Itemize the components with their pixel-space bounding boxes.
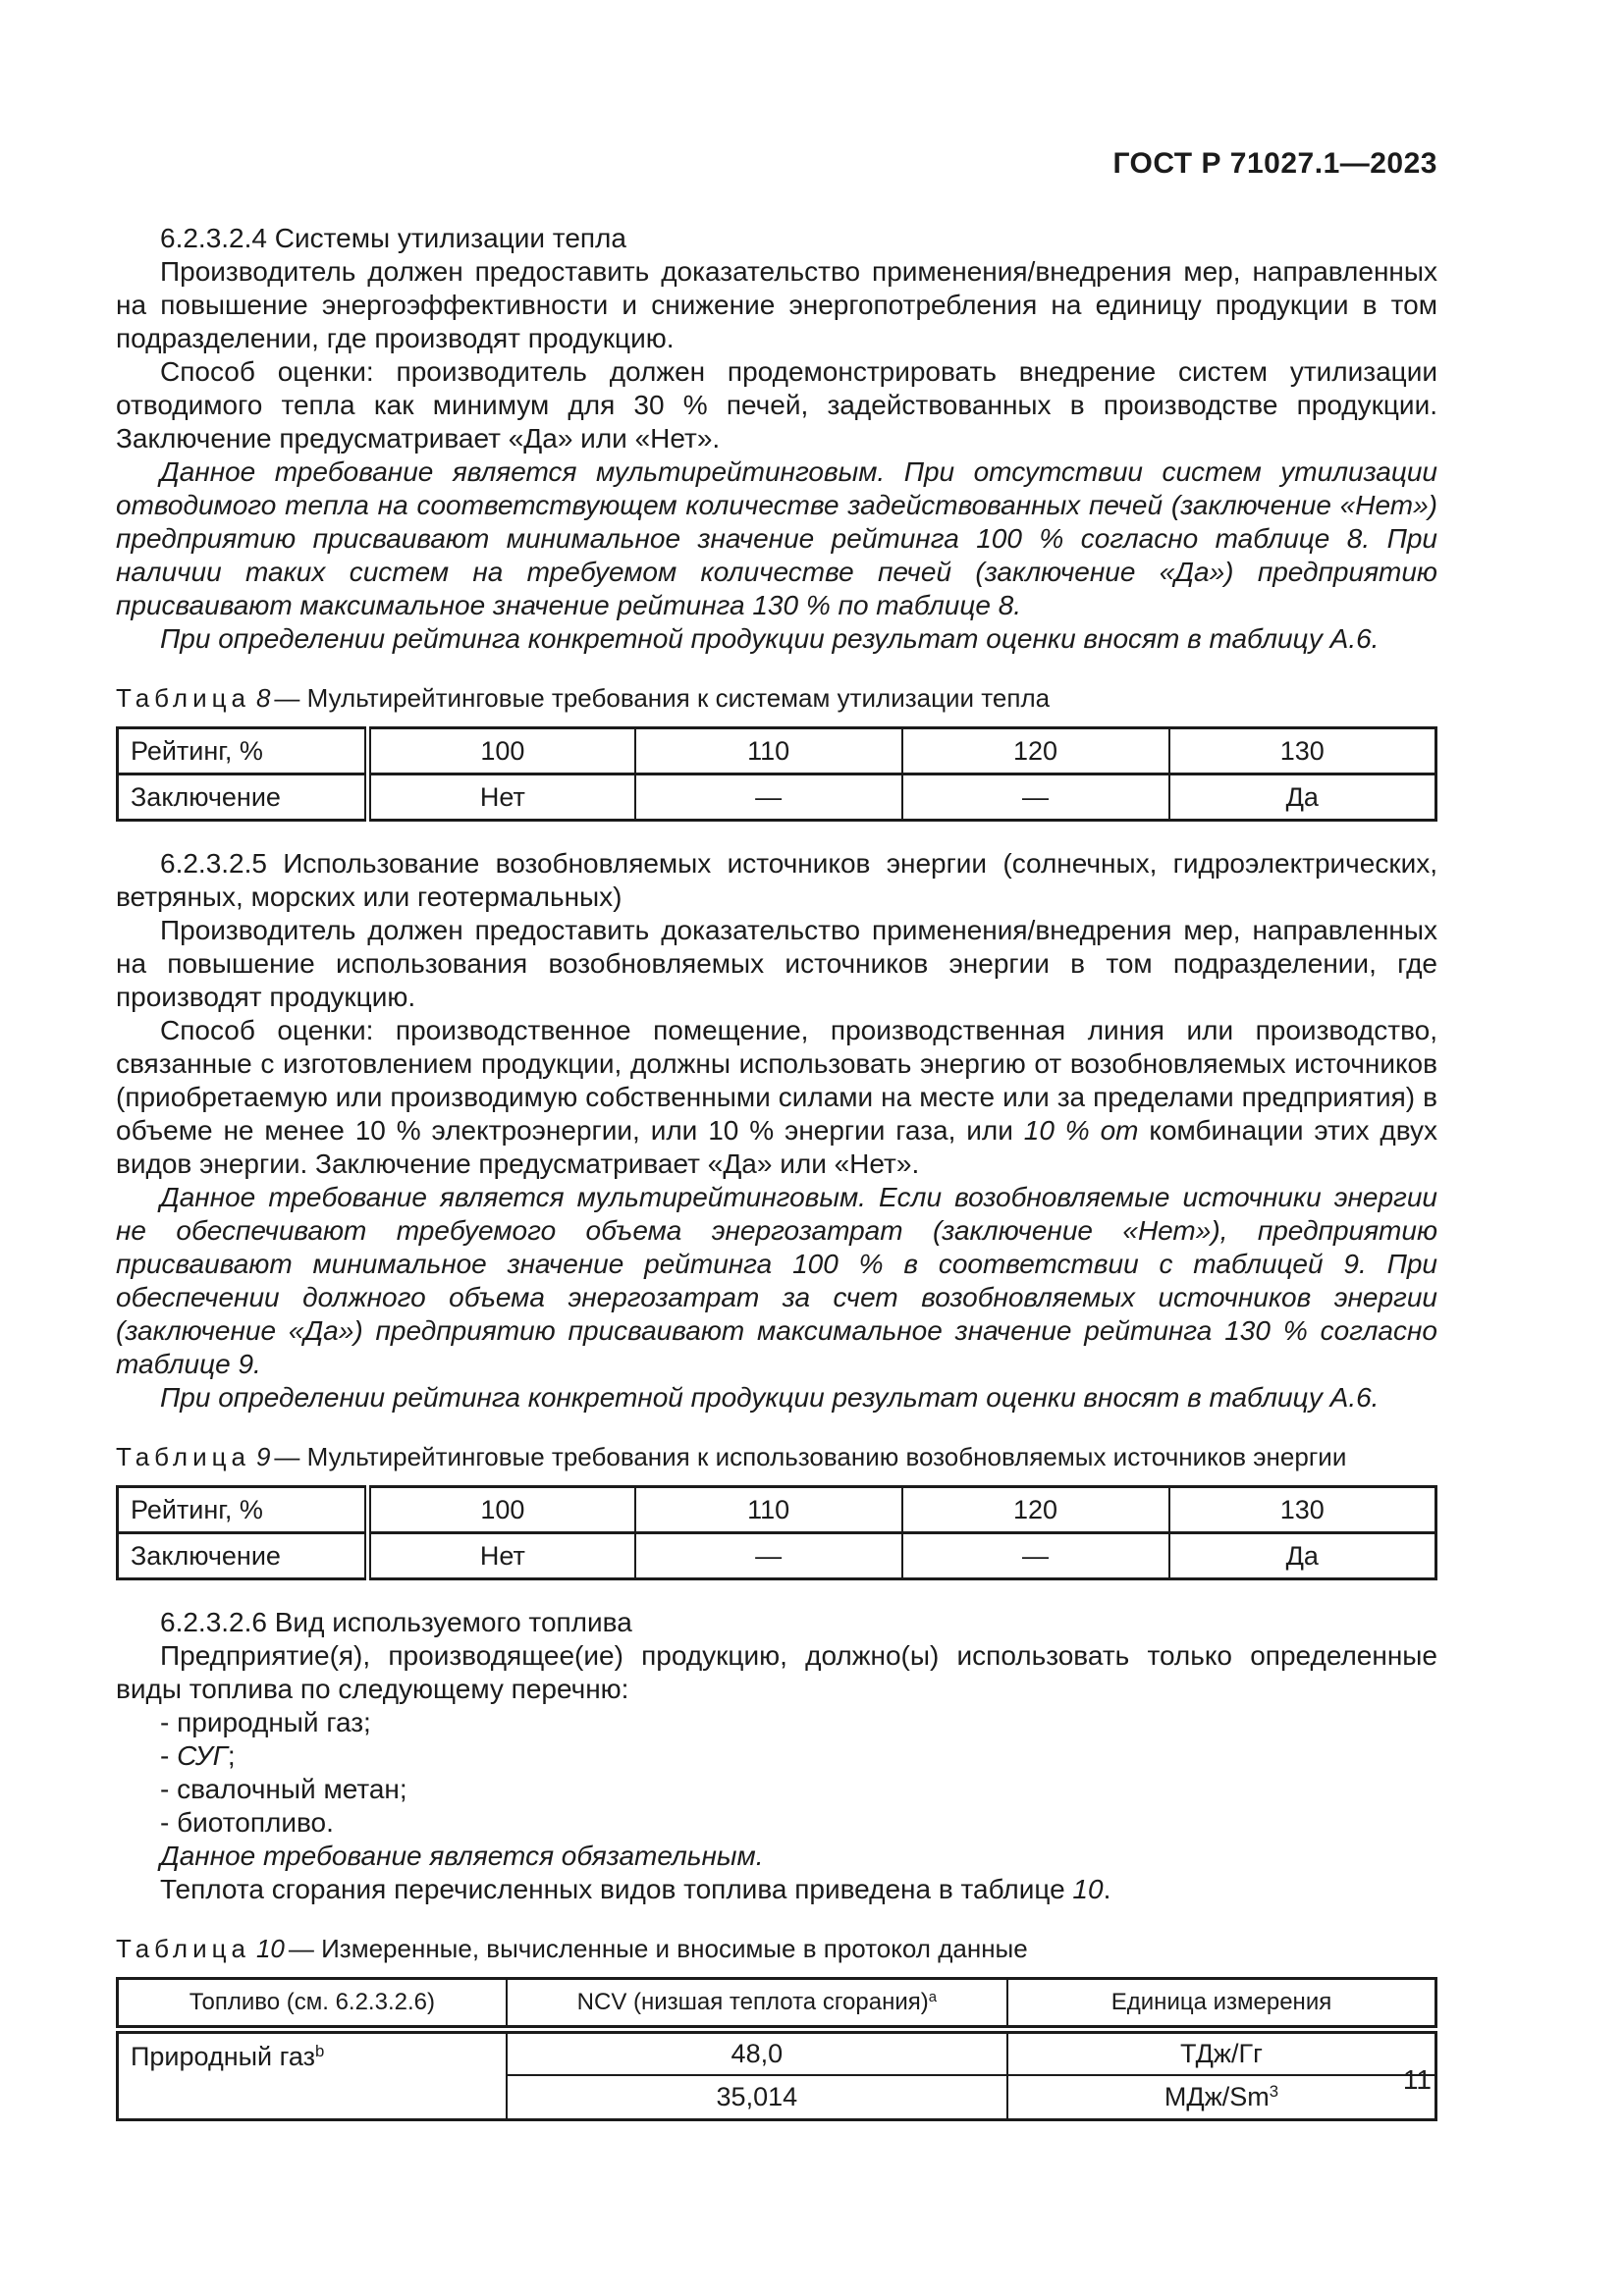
text-segment-italic: СУГ bbox=[177, 1740, 228, 1771]
table-cell: Рейтинг, % bbox=[118, 728, 368, 774]
footnote-marker-b: b bbox=[314, 2041, 325, 2060]
text-segment-italic: 10 % от bbox=[1023, 1115, 1139, 1146]
table-cell: Нет bbox=[368, 774, 635, 821]
table-header-cell bbox=[507, 1979, 1007, 2030]
paragraph-italic: При определении рейтинга конкретной продукции результат оценки вносят в таблицу А.6. bbox=[160, 623, 1380, 654]
list-item: - свалочный метан; bbox=[160, 1774, 407, 1804]
text-segment: - bbox=[160, 1740, 178, 1771]
paragraph: Способ оценки: производитель должен продемонстрировать внедрение систем утилизации отводимого тепла как минимум для 30 % печей, задействованных в производстве продукции. Заключение предусматривает «Да» или «Нет». bbox=[116, 356, 1437, 454]
table-cell: Рейтинг, % bbox=[118, 1487, 368, 1533]
table-8-caption bbox=[116, 683, 1437, 713]
paragraph: Производитель должен предоставить доказательство применения/внедрения мер, направленных на повышение энергоэффективности и снижение энергопотребления на единицу продукции в том подразделении, где производят продукцию. bbox=[116, 256, 1437, 353]
caption-label: Таблица bbox=[116, 1934, 250, 1963]
table-cell: 130 bbox=[1169, 728, 1436, 774]
caption-number: 8 bbox=[255, 683, 271, 713]
table-row bbox=[118, 2030, 1436, 2075]
caption-number: 9 bbox=[255, 1442, 271, 1471]
list-item: - биотопливо. bbox=[160, 1807, 334, 1838]
table-10 bbox=[116, 1977, 1437, 2121]
table-cell: 100 bbox=[368, 728, 635, 774]
caption-label: Таблица bbox=[116, 683, 250, 713]
table-cell: Заключение bbox=[118, 1533, 368, 1579]
table-header-row bbox=[118, 1979, 1436, 2030]
table-cell: 48,0 bbox=[507, 2030, 1007, 2075]
text-segment: Теплота сгорания перечисленных видов топлива приведена в таблице bbox=[160, 1874, 1073, 1904]
table-cell: Да bbox=[1169, 1533, 1436, 1579]
table-10-caption bbox=[116, 1934, 1437, 1963]
table-cell-fuel bbox=[118, 2030, 507, 2120]
list-item: - природный газ; bbox=[160, 1707, 371, 1737]
table-cell: — bbox=[635, 1533, 902, 1579]
text-segment-italic: 10 bbox=[1072, 1874, 1104, 1904]
header-text: NCV (низшая теплота сгорания) bbox=[576, 1989, 929, 2015]
unit-text: МДж/Sm bbox=[1164, 2081, 1270, 2111]
paragraph-italic: Данное требование является мультирейтинговым. При отсутствии систем утилизации отводимого тепла на соответствующем количестве задействованных печей (заключение «Нет») предприятию присваивают минимальное значение рейтинга 100 % согласно таблице 8. При наличии таких систем на требуемом количестве печей (заключение «Да») предприятию присваивают максимальное значение рейтинга 130 % по таблице 8. bbox=[116, 456, 1437, 620]
table-cell: 110 bbox=[635, 728, 902, 774]
table-cell: — bbox=[902, 774, 1169, 821]
paragraph-mixed bbox=[116, 1873, 1437, 1906]
section-heading-6-2-3-2-4: 6.2.3.2.4 Системы утилизации тепла bbox=[160, 223, 626, 253]
table-cell: 120 bbox=[902, 1487, 1169, 1533]
caption-text: — Мультирейтинговые требования к использованию возобновляемых источников энергии bbox=[274, 1442, 1347, 1471]
caption-label: Таблица bbox=[116, 1442, 250, 1471]
table-row bbox=[118, 1533, 1436, 1579]
table-cell: — bbox=[902, 1533, 1169, 1579]
table-header-cell: Единица измерения bbox=[1007, 1979, 1436, 2030]
text-segment: ; bbox=[227, 1740, 236, 1771]
caption-number: 10 bbox=[255, 1934, 285, 1963]
paragraph-mixed bbox=[116, 1014, 1437, 1181]
page-content bbox=[116, 222, 1437, 2121]
table-9-caption bbox=[116, 1442, 1437, 1471]
table-cell: Заключение bbox=[118, 774, 368, 821]
table-8 bbox=[116, 726, 1437, 822]
table-cell: — bbox=[635, 774, 902, 821]
superscript-3: 3 bbox=[1269, 2081, 1279, 2101]
table-cell bbox=[1007, 2075, 1436, 2120]
table-cell: ТДж/Гг bbox=[1007, 2030, 1436, 2075]
paragraph-italic: При определении рейтинга конкретной продукции результат оценки вносят в таблицу А.6. bbox=[160, 1382, 1380, 1413]
text-segment: комбинации этих двух видов энергии. Заключение предусматривает «Да» или «Нет». bbox=[116, 1115, 1437, 1179]
paragraph-italic: Данное требование является мультирейтинговым. Если возобновляемые источники энергии не обеспечивают требуемого объема энергозатрат (заключение «Нет»), предприятию присваивают минимальное значение рейтинга 100 % в соответствии с таблицей 9. При обеспечении должного объема энергозатрат за счет возобновляемых источников энергии (заключение «Да») предприятию присваивают максимальное значение рейтинга 130 % согласно таблице 9. bbox=[116, 1182, 1437, 1379]
page-number: 11 bbox=[1402, 2064, 1432, 2095]
text-segment: . bbox=[1103, 1874, 1111, 1904]
caption-text: — Мультирейтинговые требования к системам утилизации тепла bbox=[274, 683, 1051, 713]
table-cell: 100 bbox=[368, 1487, 635, 1533]
table-row bbox=[118, 774, 1436, 821]
table-cell: Да bbox=[1169, 774, 1436, 821]
text-segment: Способ оценки: производственное помещение, производственная линия или производство, связанные с изготовлением продукции, должны использовать энергию от возобновляемых источников (приобретаемую или производимую собственными силами на месте или за пределами предприятия) в объеме не менее 10 % электроэнергии, или 10 % энергии газа, или bbox=[116, 1015, 1437, 1146]
fuel-name: Природный газ bbox=[131, 2042, 315, 2071]
section-heading-6-2-3-2-6: 6.2.3.2.6 Вид используемого топлива bbox=[160, 1607, 632, 1637]
list-item-mixed bbox=[116, 1739, 1437, 1773]
table-9 bbox=[116, 1485, 1437, 1580]
table-row bbox=[118, 728, 1436, 774]
table-header-cell: Топливо (см. 6.2.3.2.6) bbox=[118, 1979, 507, 2030]
table-cell: 130 bbox=[1169, 1487, 1436, 1533]
paragraph-italic: Данное требование является обязательным. bbox=[160, 1841, 764, 1871]
paragraph: Производитель должен предоставить доказательство применения/внедрения мер, направленных на повышение использования возобновляемых источников энергии в том подразделении, где производят продукцию. bbox=[116, 915, 1437, 1012]
table-row bbox=[118, 1487, 1436, 1533]
footnote-marker-a: a bbox=[928, 1989, 938, 2005]
caption-text: — Измеренные, вычисленные и вносимые в протокол данные bbox=[288, 1934, 1028, 1963]
section-heading-6-2-3-2-5: 6.2.3.2.5 Использование возобновляемых источников энергии (солнечных, гидроэлектрических, ветряных, морских или геотермальных) bbox=[116, 848, 1437, 912]
table-cell: 110 bbox=[635, 1487, 902, 1533]
table-cell: 35,014 bbox=[507, 2075, 1007, 2120]
table-cell: Нет bbox=[368, 1533, 635, 1579]
table-cell: 120 bbox=[902, 728, 1169, 774]
document-code: ГОСТ Р 71027.1—2023 bbox=[1112, 147, 1437, 180]
paragraph: Предприятие(я), производящее(ие) продукцию, должно(ы) использовать только определенные виды топлива по следующему перечню: bbox=[116, 1640, 1437, 1704]
